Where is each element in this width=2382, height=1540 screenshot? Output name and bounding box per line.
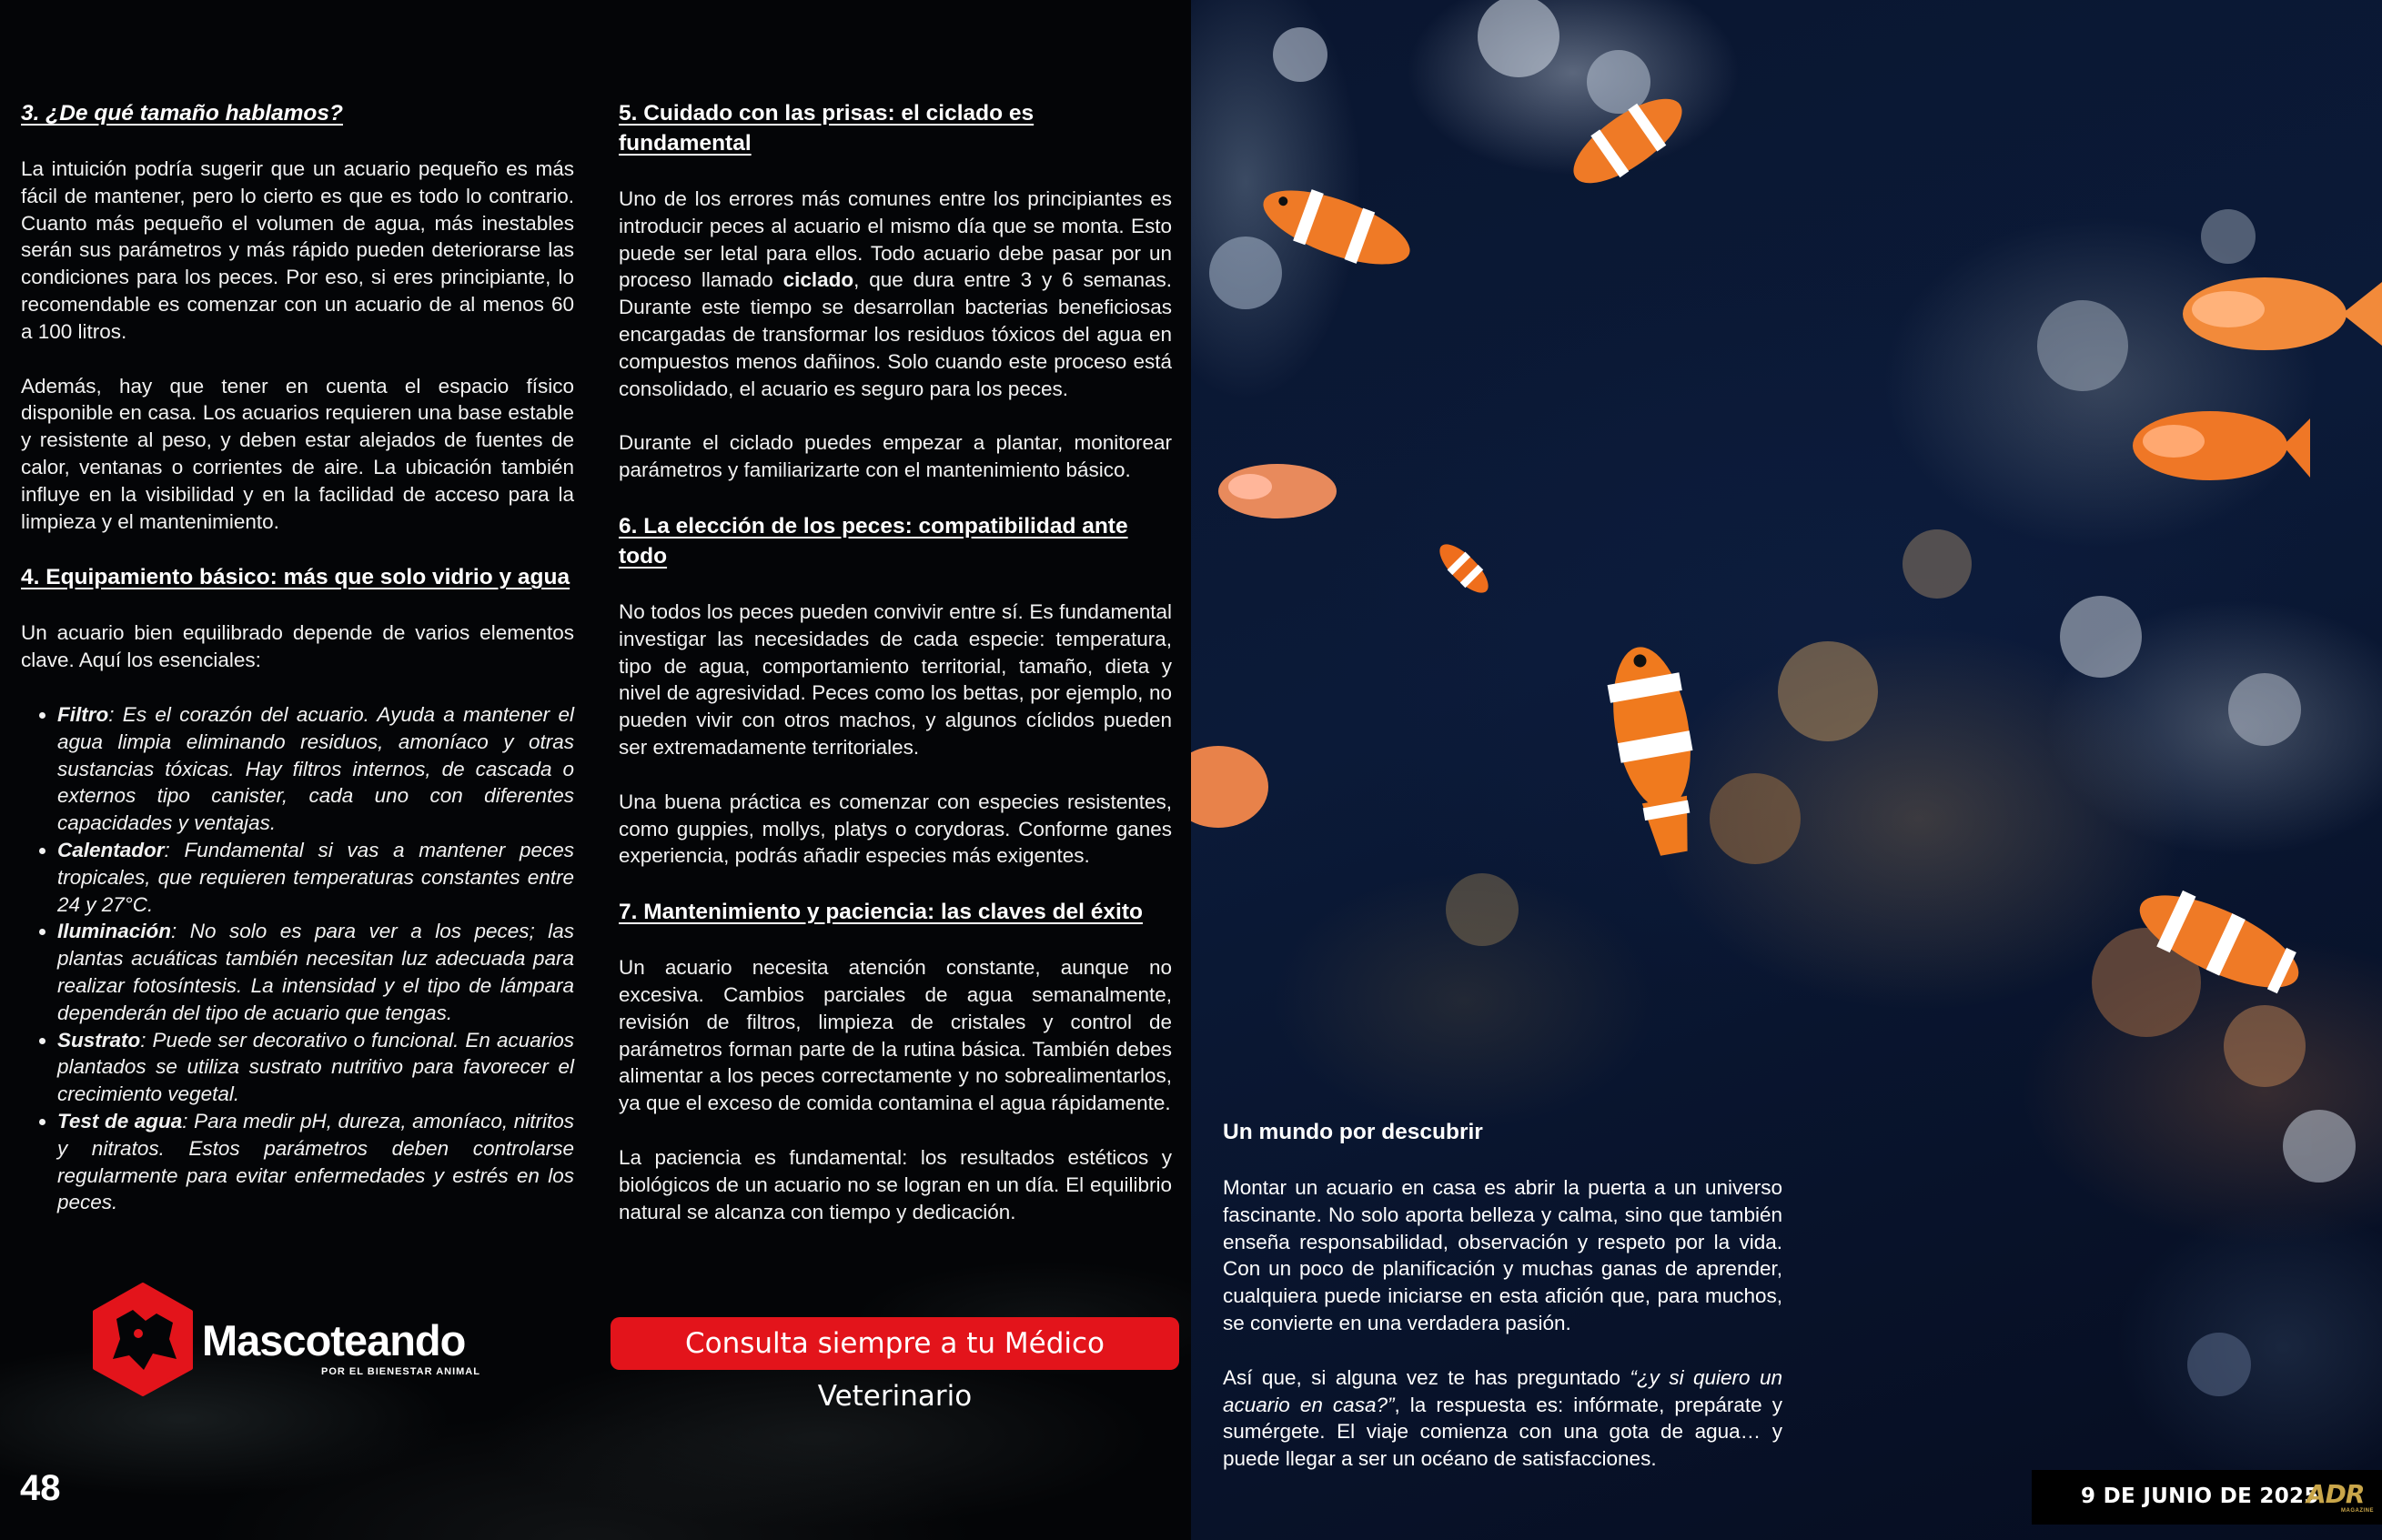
right-page-photo (1191, 0, 2382, 1540)
article-column-1 (21, 98, 574, 1216)
section-5-heading: 5. Cuidado con las prisas: el ciclado es fundamental (619, 101, 1035, 156)
list-item-text: : Fundamental si vas a mantener peces tropicales, que requieren temperaturas constantes entre 24 y 27°C. (57, 838, 574, 916)
paragraph-text: Uno de los errores más comunes entre los principiantes es introducir peces al acuario el mismo día que se monta. Esto puede ser letal para ellos. Todo acuario debe pasar por un proceso llamado (619, 187, 1172, 292)
anthias-fish (1209, 446, 1346, 537)
closing-section (1223, 1117, 1782, 1500)
closing-paragraph-2 (1223, 1364, 1782, 1473)
section-4-paragraph-1: Un acuario bien equilibrado depende de varios elementos clave. Aquí los esenciales: (21, 621, 574, 672)
adr-magazine-logo (2306, 1479, 2379, 1515)
clownfish (2119, 873, 2319, 1010)
section-6-paragraph-2: Una buena práctica es comenzar con especies resistentes, como guppies, mollys, platys o corydoras. Conforme ganes experiencia, podrás añadir especies más exigentes. (619, 790, 1172, 868)
issue-date: 9 DE JUNIO DE 2025 (2081, 1485, 2319, 1508)
section-3-paragraph-1: La intuición podría sugerir que un acuario pequeño es más fácil de mantener, pero lo cierto es que es todo lo contrario. Cuanto más pequeño el volumen de agua, más inestables serán sus parámetros y más rápido pueden deteriorarse las condiciones para los peces. Por eso, si eres principiante, lo recomendable es comenzar con un acuario de al menos 60 a 100 litros. (21, 157, 574, 343)
paragraph-text: , que dura entre 3 y 6 semanas. Durante este tiempo se desarrollan bacterias beneficiosas encargadas de transformar los residuos tóxicos del agua en compuestos menos dañinos. Solo cuando este proceso está consolidado, el acuario es seguro para los peces. (619, 268, 1173, 400)
section-7-paragraph-2: La paciencia es fundamental: los resultados estéticos y biológicos de un acuario no se logran en un día. El equilibrio natural se alcanza con tiempo y dedicación. (619, 1145, 1172, 1223)
list-item-term: Test de agua (57, 1109, 183, 1132)
section-7-paragraph-1: Un acuario necesita atención constante, aunque no excesiva. Cambios parciales de agua semanalmente, revisión de filtros, limpieza de cristales y control de parámetros forman parte de la rutina básica. También debes alimentar a los peces correctamente y no sobrealimentarlos, ya que el exceso de comida contamina el agua rápidamente. (619, 956, 1172, 1115)
mascoteando-logo (89, 1283, 508, 1396)
list-item-text: : Para medir pH, dureza, amoníaco, nitritos y nitratos. Estos parámetros deben controlarse regularmente para evitar enfermedades y estrés en los peces. (57, 1109, 574, 1214)
list-item-term: Iluminación (57, 920, 172, 943)
list-item-text: : Es el corazón del acuario. Ayuda a mantener el agua limpia eliminando residuos, amoníaco y otras sustancias tóxicas. Hay filtros internos, de cascada o externos tipo canister, cada uno con diferentes capacidades y ventajas. (57, 702, 574, 835)
quoted-question: “¿y si quiero un acuario en casa?” (1223, 1365, 1783, 1416)
paragraph-text: Así que, si alguna vez te has preguntado (1223, 1365, 1630, 1389)
logo-name: Mascoteando (202, 1316, 466, 1364)
adr-logo-text: ADR (2306, 1479, 2365, 1509)
equipment-list (21, 701, 574, 1216)
list-item-term: Sustrato (57, 1028, 141, 1052)
vet-advice-banner: Consulta siempre a tu Médico Veterinario (611, 1317, 1179, 1370)
footer-date-bar (2032, 1470, 2382, 1525)
list-item-text: : Puede ser decorativo o funcional. En acuarios plantados se utiliza sustrato nutritivo para favorecer el crecimiento vegetal. (57, 1028, 574, 1106)
section-7-heading: 7. Mantenimiento y paciencia: las claves del éxito (619, 900, 1143, 925)
bold-term: ciclado (782, 268, 854, 292)
anthias-fish-partial (1191, 728, 1273, 846)
adr-logo-subtext: MAGAZINE (2341, 1508, 2374, 1514)
closing-paragraph-1: Montar un acuario en casa es abrir la puerta a un universo fascinante. No solo aporta belleza y calma, sino que también enseña responsabilidad, observación y respeto por la vida. Con un poco de planificación y muchas ganas de aprender, cualquiera puede iniciarse en esta afición que, para muchos, se convierte en una verdadera pasión. (1223, 1176, 1782, 1334)
list-item (57, 1027, 574, 1108)
section-5-paragraph-2: Durante el ciclado puedes empezar a plantar, monitorear parámetros y familiarizarte con el mantenimiento básico. (619, 431, 1172, 482)
section-3-heading: 3. ¿De qué tamaño hablamos? (21, 101, 343, 126)
section-6-heading: 6. La elección de los peces: compatibilidad ante todo (619, 513, 1128, 569)
section-3-paragraph-2: Además, hay que tener en cuenta el espacio físico disponible en casa. Los acuarios requieren una base estable y resistente al peso, y deben estar alejados de fuentes de calor, ventanas o corrientes de aire. La ubicación también influye en la visibilidad y en la facilidad de acceso para la limpieza y el mantenimiento. (21, 374, 574, 533)
section-5-paragraph-1 (619, 186, 1172, 402)
clownfish-small (1428, 528, 1500, 609)
anthias-fish (2165, 255, 2382, 373)
closing-heading: Un mundo por descubrir (1223, 1120, 1483, 1144)
logo-tagline: POR EL BIENESTAR ANIMAL (321, 1366, 480, 1377)
clownfish (1555, 73, 1701, 209)
section-4-heading: 4. Equipamiento básico: más que solo vidrio y agua (21, 565, 570, 590)
article-column-2 (619, 98, 1172, 1253)
list-item (57, 701, 574, 837)
list-item (57, 1108, 574, 1216)
anthias-fish (2119, 391, 2310, 500)
section-6-paragraph-1: No todos los peces pueden convivir entre sí. Es fundamental investigar las necesidades de cada especie: temperatura, tipo de agua, comportamiento territorial, tamaño, dieta y nivel de agresividad. Peces como los bettas, por ejemplo, no pueden vivir con otros machos, y algunos cíclidos pueden ser extremadamente territoriales. (619, 599, 1172, 759)
clownfish (1246, 177, 1428, 277)
list-item-text: : No solo es para ver a los peces; las plantas acuáticas también necesitan luz adecuada para realizar fotosíntesis. La intensidad y el tipo de lámpara dependerán del tipo de acuario que tengas. (57, 920, 574, 1024)
list-item-term: Calentador (57, 838, 165, 861)
list-item (57, 918, 574, 1026)
pet-shield-icon (89, 1283, 197, 1396)
paragraph-text: , la respuesta es: infórmate, prepárate y sumérgete. El viaje comienza con una gota de agua… y puede llegar a ser un océano de satisfacciones. (1223, 1393, 1782, 1471)
list-item (57, 837, 574, 918)
clownfish-large (1600, 628, 1710, 864)
list-item-term: Filtro (57, 702, 109, 726)
page-number: 48 (20, 1468, 61, 1508)
